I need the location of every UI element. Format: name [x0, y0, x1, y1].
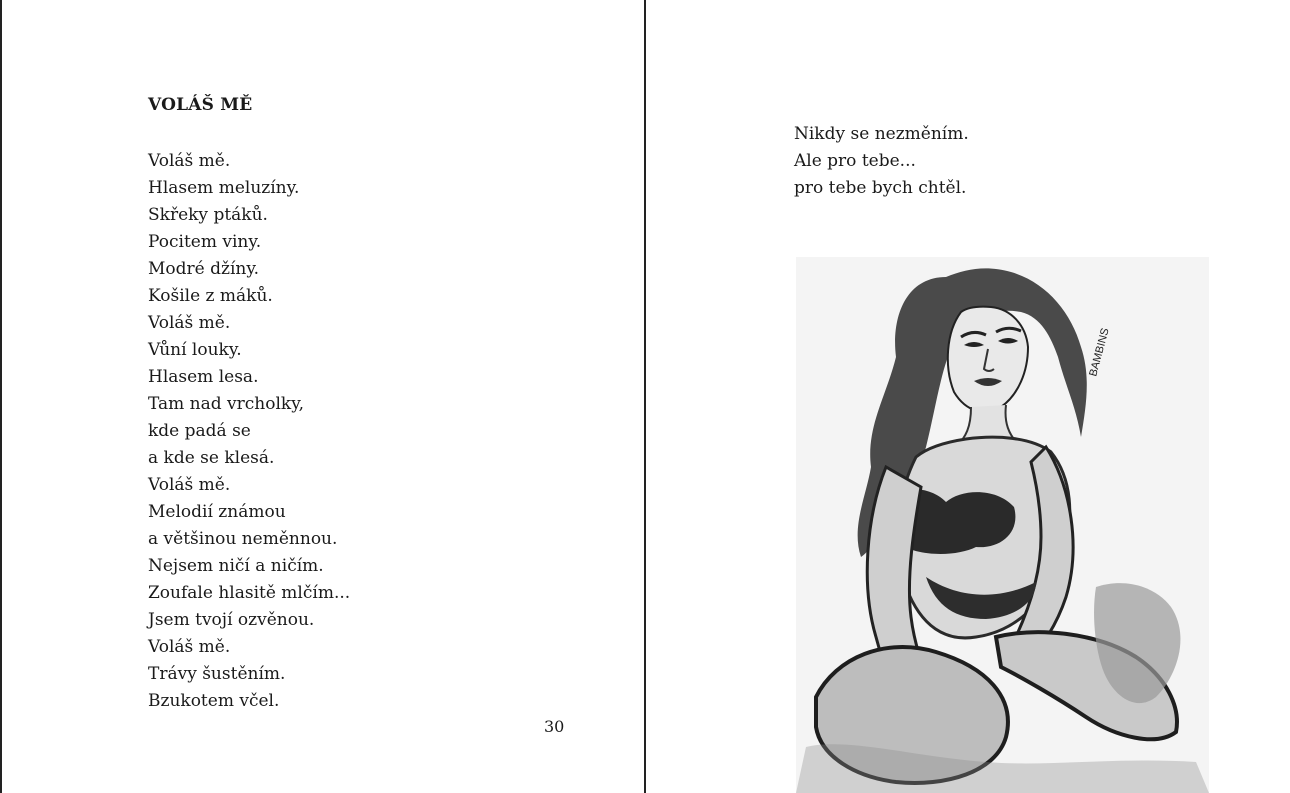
- right-page: [648, 0, 1290, 793]
- poem-line: Modré džíny.: [148, 259, 260, 279]
- poem-line: Nejsem ničí a ničím.: [148, 556, 324, 576]
- poem-line: Trávy šustěním.: [148, 664, 286, 684]
- artist-signature: BAMBINS: [1087, 326, 1112, 378]
- poem-line: Voláš mě.: [148, 151, 231, 171]
- poem-line: Hlasem meluzíny.: [148, 178, 300, 198]
- poem-line: Tam nad vrcholky,: [148, 394, 304, 414]
- page-number: 30: [544, 717, 565, 736]
- poem-line: Voláš mě.: [148, 313, 231, 333]
- poem-line: Zoufale hlasitě mlčím...: [148, 583, 351, 603]
- woman-figure-drawing: [796, 257, 1209, 793]
- ink-drawing-illustration: [796, 257, 1209, 793]
- poem-line: kde padá se: [148, 421, 251, 441]
- poem-line: Hlasem lesa.: [148, 367, 259, 387]
- poem-continuation: [794, 121, 969, 202]
- poem-line: pro tebe bych chtěl.: [794, 178, 967, 198]
- poem-line: Jsem tvojí ozvěnou.: [148, 610, 315, 630]
- poem-line: Košile z máků.: [148, 286, 273, 306]
- poem-line: Bzukotem včel.: [148, 691, 280, 711]
- poem-line: Pocitem viny.: [148, 232, 262, 252]
- poem-title: VOLÁŠ MĚ: [148, 95, 253, 115]
- poem-line: Voláš mě.: [148, 637, 231, 657]
- poem-line: Melodií známou: [148, 502, 286, 522]
- poem-line: a kde se klesá.: [148, 448, 275, 468]
- poem-line: Nikdy se nezměním.: [794, 124, 969, 144]
- poem-line: Ale pro tebe...: [794, 151, 916, 171]
- poem-stanza: [148, 148, 350, 715]
- poem-line: a většinou neměnnou.: [148, 529, 338, 549]
- poem-line: Voláš mě.: [148, 475, 231, 495]
- poem-line: Vůní louky.: [148, 340, 242, 360]
- poem-line: Skřeky ptáků.: [148, 205, 268, 225]
